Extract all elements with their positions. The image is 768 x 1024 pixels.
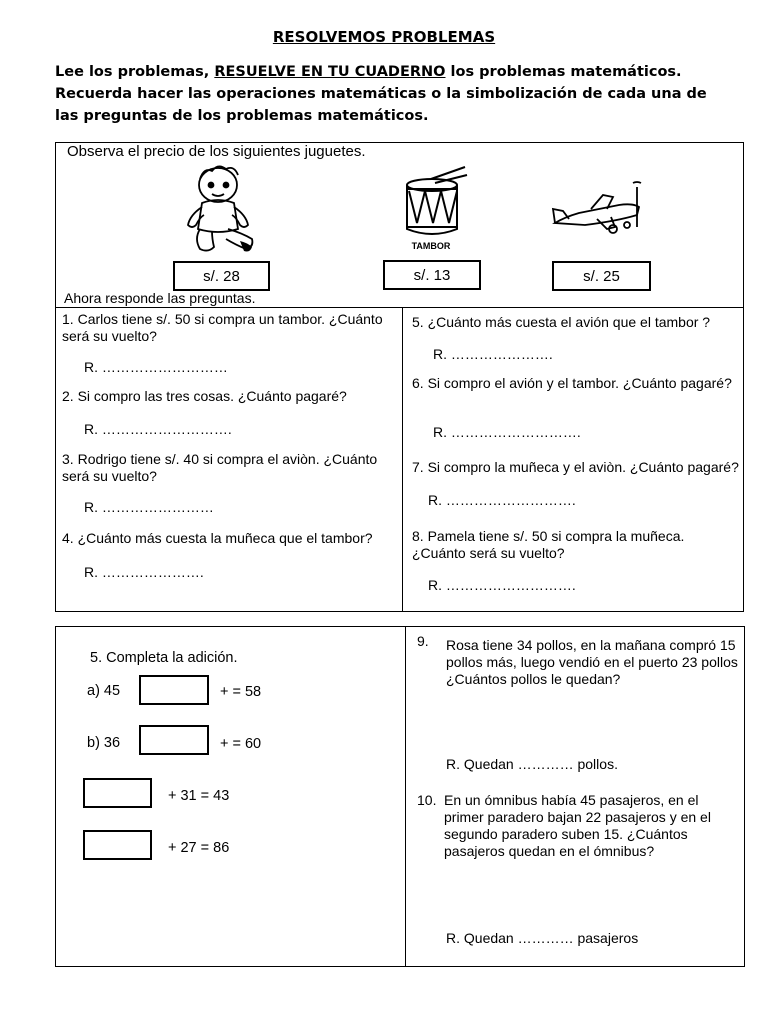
addition-problems-box (55, 626, 745, 967)
questions-prompt: Ahora responde las preguntas. (64, 290, 256, 306)
answer-8: R. ………………………. (428, 577, 576, 593)
answer-3: R. …………………… (84, 499, 214, 515)
addition-d-equation: + 27 = 86 (168, 840, 230, 856)
question-6: 6. Si compro el avión y el tambor. ¿Cuánto pagaré? (412, 375, 732, 391)
drum-price: s/. 13 (383, 260, 481, 290)
doll-icon (176, 163, 266, 255)
answer-5: R. …………………. (433, 346, 553, 362)
question-10: En un ómnibus había 45 pasajeros, en el primer paradero bajan 22 pasajeros y en el segundo paradero suben 15. ¿Cuántos pasajeros quedan en el ómnibus? (444, 792, 711, 859)
question-2: 2. Si compro las tres cosas. ¿Cuánto pagaré? (62, 388, 347, 404)
question-1: 1. Carlos tiene s/. 50 si compra un tambor. ¿Cuánto será su vuelto? (62, 311, 383, 344)
column-divider (402, 307, 403, 611)
question-5: 5. ¿Cuánto más cuesta el avión que el tambor ? (412, 314, 711, 330)
question-4: 4. ¿Cuánto más cuesta la muñeca que el tambor? (62, 530, 373, 546)
addition-a-input-box[interactable] (139, 675, 209, 705)
doll-price: s/. 28 (173, 261, 270, 291)
addition-a-prefix: a) 45 (87, 683, 121, 699)
toys-problems-box (55, 142, 744, 612)
addition-c-input-box[interactable] (83, 778, 152, 808)
answer-2: R. ………………………. (84, 421, 232, 437)
toys-header: Observa el precio de los siguientes juguetes. (67, 143, 366, 160)
drum-label: TAMBOR (411, 241, 451, 251)
divider (56, 307, 743, 308)
answer-1: R. ……………………… (84, 359, 228, 375)
addition-c-equation: + 31 = 43 (168, 788, 230, 804)
answer-6: R. ………………………. (433, 424, 581, 440)
question-7: 7. Si compro la muñeca y el aviòn. ¿Cuánto pagaré? (412, 459, 739, 475)
answer-9: R. Quedan ………… pollos. (446, 756, 618, 772)
question-10-number: 10. (417, 792, 437, 808)
question-3: 3. Rodrigo tiene s/. 40 si compra el aviòn. ¿Cuánto será su vuelto? (62, 451, 378, 484)
instructions: Lee los problemas, RESUELVE EN TU CUADERNO los problemas matemáticos. Recuerda hacer las operaciones matemáticas o la simbolización de cada una de las preguntas de los problemas matemáticos. (55, 64, 707, 124)
addition-b-equation: + = 60 (220, 736, 262, 752)
addition-b-prefix: b) 36 (87, 735, 121, 751)
question-9: Rosa tiene 34 pollos, en la mañana compró 15 pollos más, luego vendió en el puerto 23 pollos ¿Cuántos pollos le quedan? (446, 637, 738, 687)
answer-4: R. …………………. (84, 564, 204, 580)
page-title: RESOLVEMOS PROBLEMAS (272, 28, 496, 46)
airplane-icon (551, 179, 651, 237)
question-8: 8. Pamela tiene s/. 50 si compra la muñeca. ¿Cuánto será su vuelto? (412, 528, 685, 561)
column-divider (405, 627, 406, 966)
addition-d-input-box[interactable] (83, 830, 152, 860)
answer-7: R. ………………………. (428, 492, 576, 508)
addition-a-equation: + = 58 (220, 684, 262, 700)
answer-10: R. Quedan ………… pasajeros (446, 930, 639, 946)
addition-heading: 5. Completa la adición. (90, 650, 238, 666)
question-9-number: 9. (417, 633, 429, 649)
airplane-price: s/. 25 (552, 261, 651, 291)
addition-b-input-box[interactable] (139, 725, 209, 755)
instructions-underlined: RESUELVE EN TU CUADERNO (214, 64, 446, 80)
drum-icon (401, 165, 471, 253)
